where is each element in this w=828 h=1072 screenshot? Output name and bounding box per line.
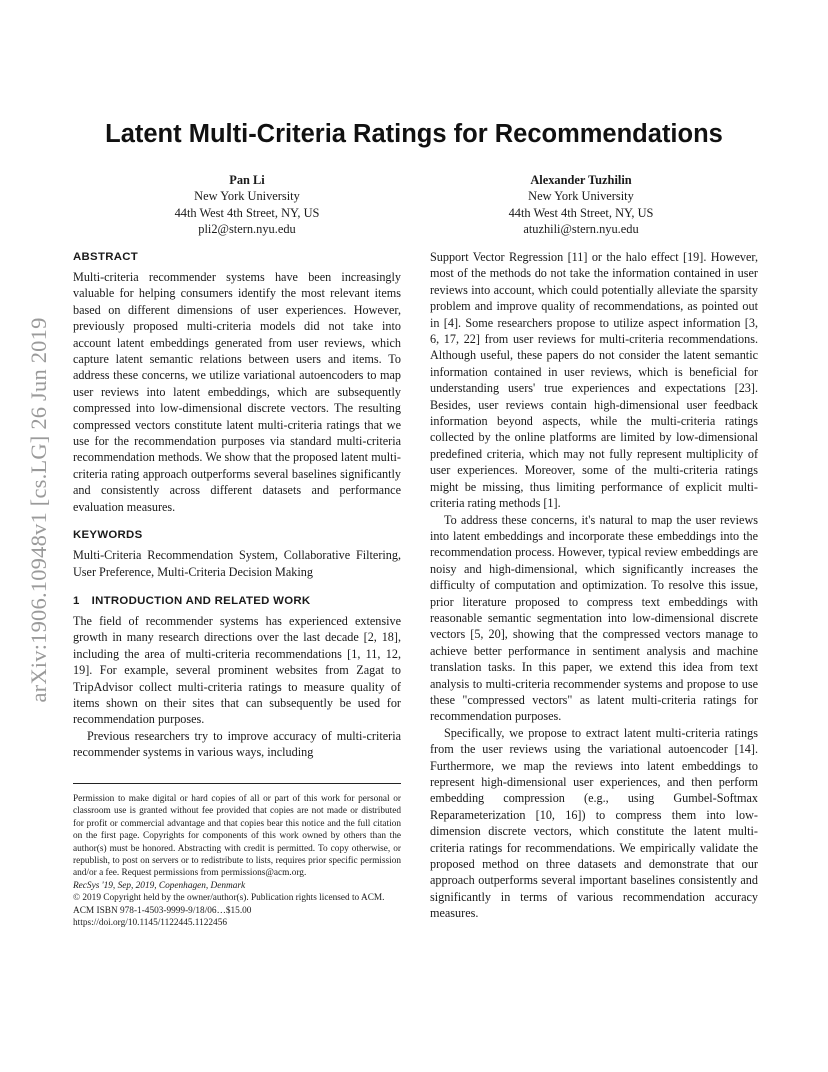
- abstract-heading: ABSTRACT: [73, 251, 139, 263]
- right-paragraph-1: Support Vector Regression [11] or the halo effect [19]. However, most of the methods do not take the information contained in user reviews into account, which could potentially alleviate the sparsity problem and improve quality of recommendations, as pointed out in [4]. Some researchers propose to utilize aspect information [3, 6, 17, 22] from user reviews for multi-criteria recommendations. Although useful, these papers do not consider the latent semantic information contained in user reviews, which is beneficial for understanding users' true experiences and expectations [23]. Besides, user reviews contain high-dimensional user feedback information beyond aspects, while the multi-criteria ratings collected by the online platforms are limited by low-dimensional predefined criteria, which may not fully represent multiplicity of user experiences. Moreover, some of the multi-criteria ratings might be missing, thus limiting performance of explicit multi-criteria rating methods [1].: [430, 250, 758, 511]
- author-address: 44th West 4th Street, NY, US: [508, 205, 654, 220]
- author-name: Pan Li: [229, 173, 265, 187]
- footnote-conference: RecSys '19, Sep, 2019, Copenhagen, Denmark: [73, 880, 246, 891]
- section-title: INTRODUCTION AND RELATED WORK: [91, 594, 311, 607]
- arxiv-stamp: [14, 0, 64, 1072]
- intro-paragraph-2: Previous researchers try to improve accuracy of multi-criteria recommender systems in various ways, including: [73, 728, 401, 760]
- right-paragraph-2: To address these concerns, it's natural to map the user reviews into latent embeddings and incorporate these embeddings into the recommendation process. However, typical review embeddings are noisy and high-dimensional, which significantly increases the difficulty of computation and optimization. To resolve this issue, prior literature proposed to compress text embeddings with reasonable semantic segmentation into low-dimensional discrete vectors [5, 20], showing that the compressed vectors manage to achieve better performance in sentiment analysis and machine translation tasks. In this paper, we extend this idea from text analysis to multi-criteria recommender systems and propose to use these "compressed vectors" as latent multi-criteria ratings for recommendation purposes.: [430, 512, 758, 724]
- author-block-1: [97, 172, 397, 238]
- keywords-heading: KEYWORDS: [73, 529, 143, 542]
- right-column: [430, 249, 758, 922]
- left-column: [73, 249, 401, 761]
- footnote-copyright: © 2019 Copyright held by the owner/author(s). Publication rights licensed to ACM.: [73, 893, 385, 904]
- keywords-text: Multi-Criteria Recommendation System, Collaborative Filtering, User Preference, Multi-Criteria Decision Making: [73, 548, 401, 579]
- intro-paragraph-1: The field of recommender systems has experienced extensive growth in many research directions over the last decade [2, 18], including the area of multi-criteria recommendations [1, 11, 12, 19]. For example, several prominent websites from Zagat to TripAdvisor collect multi-criteria ratings to measure quality of items shown on their sites that can subsequently be used for recommendation purposes.: [73, 613, 401, 727]
- author-email[interactable]: pli2@stern.nyu.edu: [198, 222, 296, 237]
- author-address: 44th West 4th Street, NY, US: [174, 205, 320, 220]
- footnote-doi[interactable]: https://doi.org/10.1145/1122445.1122456: [73, 918, 228, 929]
- section-number: 1: [73, 594, 80, 607]
- author-email[interactable]: atuzhili@stern.nyu.edu: [523, 222, 639, 237]
- footnote-isbn: ACM ISBN 978-1-4503-9999-9/18/06…$15.00: [73, 905, 252, 916]
- author-affiliation: New York University: [528, 189, 634, 204]
- footnote-permission: Permission to make digital or hard copies of all or part of this work for personal or classroom use is granted without fee provided that copies are not made or distributed for profit or commercial advantage and that copies bear this notice and the full citation on the first page. Copyrights for components of this work owned by others than the author(s) must be honored. Abstracting with credit is permitted. To copy otherwise, or republish, to post on servers or to redistribute to lists, requires prior specific permission and/or a fee. Request permissions from permissions@acm.org.: [73, 794, 401, 879]
- footnote: [73, 783, 401, 929]
- author-name: Alexander Tuzhilin: [530, 173, 632, 187]
- section-heading: [73, 593, 401, 609]
- abstract-text: Multi-criteria recommender systems have been increasingly valuable for helping consumers identify the most relevant items based on different dimensions of user experiences. However, previously proposed multi-criteria models did not take into account latent embeddings generated from user reviews, which capture latent semantic relations between users and items. To address these concerns, we utilize variational autoencoders to map user reviews into latent embeddings, which are subsequently compressed into low-dimensional discrete vectors. The resulting compressed vectors constitute latent multi-criteria ratings that we use for the recommendation purposes via standard multi-criteria recommendation methods. We show that the proposed latent multi-criteria rating approach outperforms several baselines significantly and consistently across different datasets and performance evaluation measures.: [73, 270, 401, 514]
- right-paragraph-3: Specifically, we propose to extract latent multi-criteria ratings from the user reviews using the variational autoencoder [14]. Furthermore, we map the reviews into latent embeddings to represent high-dimensional user experiences, and then perform embedding compression (e.g., using Gumbel-Softmax Reparameterization [10, 16]) to compress them into low-dimension discrete vectors, which constitute the latent multi-criteria ratings for recommendations. We empirically validate the proposed method on three datasets and demonstrate that our approach outperforms several important baselines consistently and significantly in terms of various recommendation accuracy measures.: [430, 725, 758, 921]
- arxiv-stamp-text: arXiv:1906.10948v1 [cs.LG] 26 Jun 2019: [26, 317, 51, 703]
- author-block-2: [431, 172, 731, 238]
- author-affiliation: New York University: [194, 189, 300, 204]
- paper-title: Latent Multi-Criteria Ratings for Recommendations: [105, 120, 723, 148]
